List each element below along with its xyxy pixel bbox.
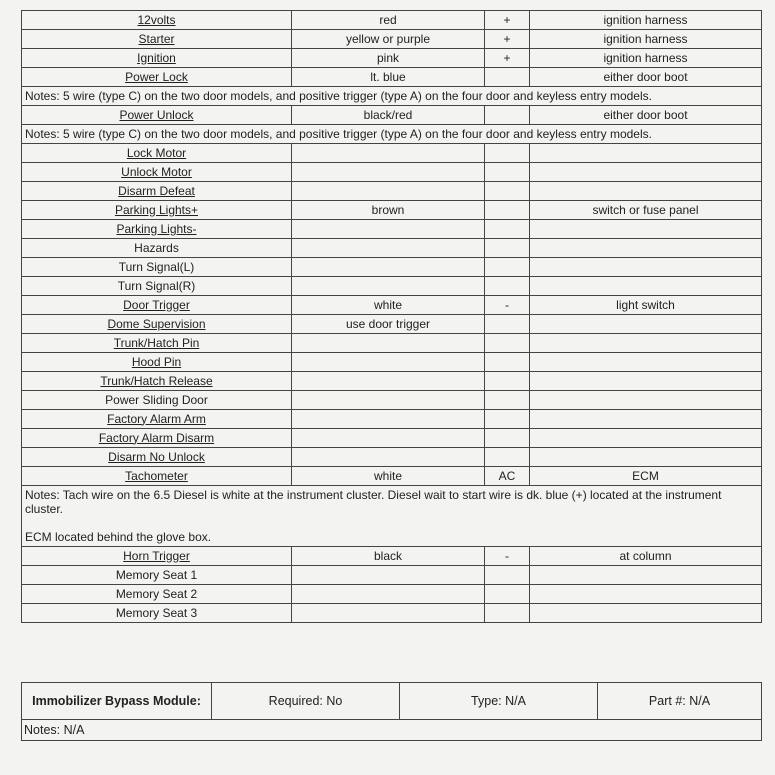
wire-color: [292, 429, 485, 448]
wire-location: [530, 448, 762, 467]
wire-row: [22, 49, 762, 68]
wire-function: Starter: [22, 30, 292, 49]
wire-location: [530, 163, 762, 182]
wire-polarity: [485, 163, 530, 182]
wire-polarity: [485, 566, 530, 585]
wire-row: [22, 220, 762, 239]
wire-row: [22, 30, 762, 49]
wire-color: white: [292, 296, 485, 315]
wire-function: Turn Signal(R): [22, 277, 292, 296]
immobilizer-title: Immobilizer Bypass Module:: [22, 683, 212, 720]
notes-line: Notes: 5 wire (type C) on the two door models, and positive trigger (type A) on the four door and keyless entry models.: [25, 127, 652, 141]
wire-location: [530, 258, 762, 277]
wire-color: [292, 144, 485, 163]
wire-location: [530, 315, 762, 334]
wire-function: Memory Seat 2: [22, 585, 292, 604]
wire-polarity: [485, 258, 530, 277]
wire-location: ignition harness: [530, 30, 762, 49]
wire-row: [22, 201, 762, 220]
wire-row: [22, 144, 762, 163]
wire-location: ignition harness: [530, 49, 762, 68]
wire-polarity: [485, 201, 530, 220]
wire-location: either door boot: [530, 68, 762, 87]
wire-color: black: [292, 547, 485, 566]
wire-function: Turn Signal(L): [22, 258, 292, 277]
wire-function: Power Unlock: [22, 106, 292, 125]
wire-polarity: [485, 239, 530, 258]
wire-row: [22, 585, 762, 604]
wire-location: [530, 144, 762, 163]
notes-row: [22, 87, 762, 106]
notes-row: [22, 486, 762, 547]
wire-row: [22, 239, 762, 258]
wire-location: either door boot: [530, 106, 762, 125]
notes-row: [22, 125, 762, 144]
wire-row: [22, 315, 762, 334]
wire-polarity: [485, 220, 530, 239]
wire-polarity: -: [485, 296, 530, 315]
wire-color: [292, 566, 485, 585]
wire-location: [530, 372, 762, 391]
wire-function: Power Sliding Door: [22, 391, 292, 410]
wire-color: use door trigger: [292, 315, 485, 334]
wire-function: Hazards: [22, 239, 292, 258]
wire-location: ignition harness: [530, 11, 762, 30]
wire-row: [22, 467, 762, 486]
wire-location: [530, 353, 762, 372]
wire-row: [22, 448, 762, 467]
wire-function: Disarm No Unlock: [22, 448, 292, 467]
wire-color: yellow or purple: [292, 30, 485, 49]
wire-color: lt. blue: [292, 68, 485, 87]
immobilizer-table: [21, 682, 762, 741]
wire-row: [22, 334, 762, 353]
wire-location: [530, 566, 762, 585]
wire-color: red: [292, 11, 485, 30]
wire-polarity: +: [485, 49, 530, 68]
wire-polarity: [485, 68, 530, 87]
wire-location: [530, 220, 762, 239]
wire-function: Ignition: [22, 49, 292, 68]
wiring-chart: [21, 10, 761, 623]
wiring-table: [21, 10, 762, 623]
wire-function: Trunk/Hatch Release: [22, 372, 292, 391]
wire-location: [530, 410, 762, 429]
wire-row: [22, 410, 762, 429]
wire-polarity: [485, 391, 530, 410]
wire-function: Power Lock: [22, 68, 292, 87]
wire-function: Factory Alarm Arm: [22, 410, 292, 429]
wire-color: white: [292, 467, 485, 486]
wire-location: [530, 277, 762, 296]
wire-location: ECM: [530, 467, 762, 486]
notes-line: ECM located behind the glove box.: [25, 530, 212, 544]
wire-row: [22, 277, 762, 296]
wire-polarity: [485, 106, 530, 125]
wire-row: [22, 391, 762, 410]
wire-color: [292, 182, 485, 201]
wire-row: [22, 68, 762, 87]
wire-polarity: +: [485, 30, 530, 49]
wire-color: [292, 448, 485, 467]
wire-polarity: [485, 410, 530, 429]
wire-color: [292, 372, 485, 391]
wire-location: light switch: [530, 296, 762, 315]
wire-row: [22, 604, 762, 623]
wire-color: [292, 277, 485, 296]
wire-function: Memory Seat 1: [22, 566, 292, 585]
wire-polarity: [485, 334, 530, 353]
wire-function: Trunk/Hatch Pin: [22, 334, 292, 353]
wire-location: switch or fuse panel: [530, 201, 762, 220]
wire-color: [292, 604, 485, 623]
immobilizer-required: Required: No: [212, 683, 400, 720]
wire-color: brown: [292, 201, 485, 220]
wire-location: [530, 429, 762, 448]
wire-color: [292, 585, 485, 604]
wire-function: Unlock Motor: [22, 163, 292, 182]
notes-text: [22, 87, 762, 106]
notes-line: Notes: 5 wire (type C) on the two door models, and positive trigger (type A) on the four door and keyless entry models.: [25, 89, 652, 103]
wire-row: [22, 182, 762, 201]
wire-location: [530, 391, 762, 410]
wire-color: black/red: [292, 106, 485, 125]
wire-function: Horn Trigger: [22, 547, 292, 566]
wire-function: Lock Motor: [22, 144, 292, 163]
wire-polarity: [485, 372, 530, 391]
wire-polarity: [485, 604, 530, 623]
immobilizer-part: Part #: N/A: [598, 683, 762, 720]
wire-function: Parking Lights+: [22, 201, 292, 220]
wire-color: [292, 163, 485, 182]
wire-function: Memory Seat 3: [22, 604, 292, 623]
wire-polarity: [485, 277, 530, 296]
wire-color: [292, 353, 485, 372]
wire-row: [22, 429, 762, 448]
immobilizer-type: Type: N/A: [400, 683, 598, 720]
wire-location: [530, 585, 762, 604]
wire-function: Tachometer: [22, 467, 292, 486]
wire-row: [22, 11, 762, 30]
wire-polarity: [485, 585, 530, 604]
notes-text: [22, 486, 762, 547]
wire-row: [22, 163, 762, 182]
wire-function: Hood Pin: [22, 353, 292, 372]
wire-color: [292, 220, 485, 239]
wire-polarity: [485, 144, 530, 163]
wire-row: [22, 372, 762, 391]
wire-color: [292, 391, 485, 410]
notes-line: Notes: Tach wire on the 6.5 Diesel is white at the instrument cluster. Diesel wait to start wire is dk. blue (+) located at the instrument cluster.: [25, 488, 722, 516]
wire-location: [530, 334, 762, 353]
immobilizer-section: [21, 682, 761, 741]
wire-function: Door Trigger: [22, 296, 292, 315]
wire-row: [22, 296, 762, 315]
wire-color: [292, 258, 485, 277]
immobilizer-notes: Notes: N/A: [22, 720, 762, 741]
wire-color: [292, 334, 485, 353]
wire-row: [22, 258, 762, 277]
wire-function: Factory Alarm Disarm: [22, 429, 292, 448]
wire-polarity: AC: [485, 467, 530, 486]
wire-function: Disarm Defeat: [22, 182, 292, 201]
wire-color: [292, 239, 485, 258]
wire-polarity: [485, 448, 530, 467]
notes-text: [22, 125, 762, 144]
wire-function: Parking Lights-: [22, 220, 292, 239]
wire-location: [530, 182, 762, 201]
wire-location: [530, 604, 762, 623]
wire-polarity: -: [485, 547, 530, 566]
wire-color: pink: [292, 49, 485, 68]
wire-polarity: [485, 182, 530, 201]
wire-polarity: [485, 315, 530, 334]
wire-polarity: +: [485, 11, 530, 30]
wire-polarity: [485, 429, 530, 448]
wire-row: [22, 547, 762, 566]
wire-location: at column: [530, 547, 762, 566]
wire-row: [22, 566, 762, 585]
notes-spacer: [25, 516, 758, 530]
wire-polarity: [485, 353, 530, 372]
wire-function: 12volts: [22, 11, 292, 30]
wire-row: [22, 353, 762, 372]
wire-color: [292, 410, 485, 429]
wire-function: Dome Supervision: [22, 315, 292, 334]
wire-row: [22, 106, 762, 125]
wire-location: [530, 239, 762, 258]
